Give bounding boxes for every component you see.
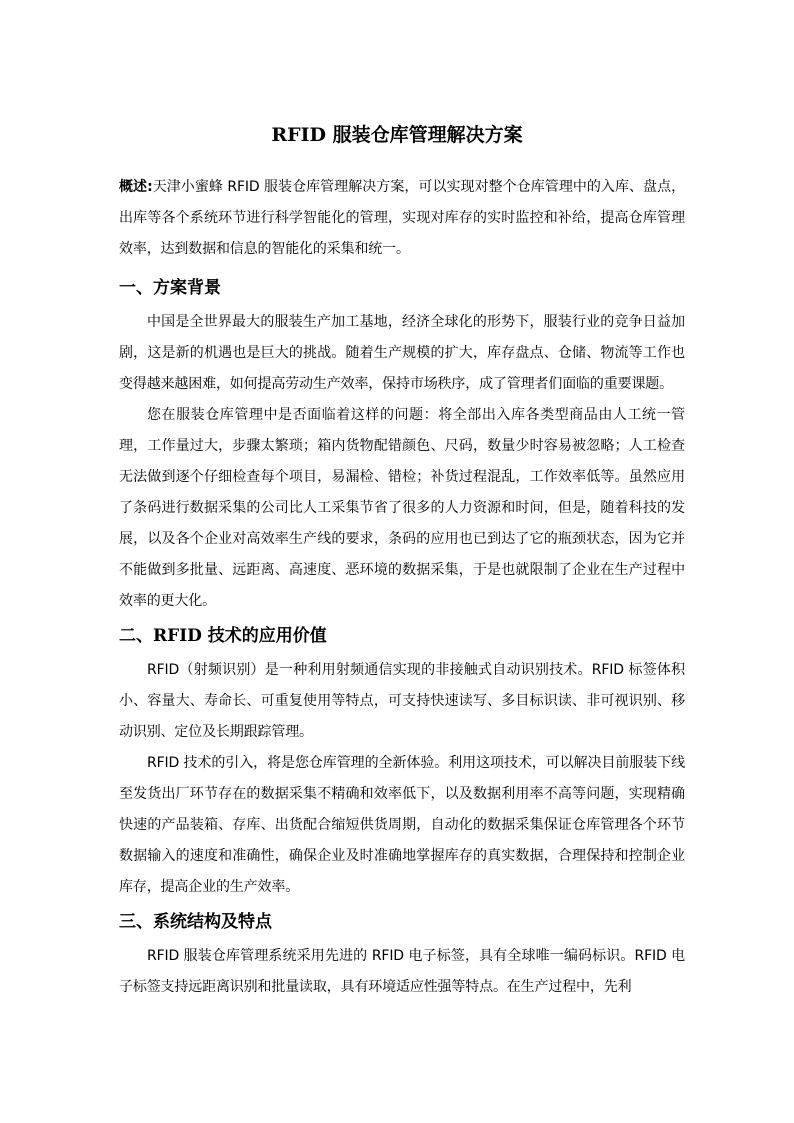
overview-paragraph	[119, 172, 685, 265]
overview-label: 概述:	[119, 179, 153, 195]
document-body	[119, 172, 685, 1003]
background-paragraph-1: 中国是全世界最大的服装生产加工基地，经济全球化的形势下，服装行业的竞争日益加剧，这是新的机遇也是巨大的挑战。随着生产规模的扩大，库存盘点、仓储、物流等工作也变得越来越困难，如何提高劳动生产效率，保持市场秩序，成了管理者们面临的重要课题。	[119, 314, 685, 392]
document-title: RFID 服装仓库管理解决方案	[271, 124, 523, 146]
overview-text: 天津小蜜蜂 RFID 服装仓库管理解决方案，可以实现对整个仓库管理中的入库、盘点，出库等各个系统环节进行科学智能化的管理，实现对库存的实时监控和补给，提高仓库管理效率，达到数据和信息的智能化的采集和统一。	[119, 179, 685, 257]
section-heading-system-structure: 三、系统结构及特点	[119, 912, 272, 932]
section-heading-background: 一、方案背景	[119, 278, 221, 298]
section-heading-rfid-value: 二、RFID 技术的应用价值	[119, 626, 327, 646]
system-structure-paragraph-1: RFID 服装仓库管理系统采用先进的 RFID 电子标签，具有全球唯一编码标识。RFID 电子标签支持远距离识别和批量读取，具有环境适应性强等特点。在生产过程中，先利	[119, 948, 685, 995]
rfid-value-paragraph-2: RFID 技术的引入，将是您仓库管理的全新体验。利用这项技术，可以解决目前服装下线至发货出厂环节存在的数据采集不精确和效率低下，以及数据利用率不高等问题，实现精确快速的产品装箱、存库、出货配合缩短供货周期，自动化的数据采集保证仓库管理各个环节数据输入的速度和准确性，确保企业及时准确地掌握库存的真实数据，合理保持和控制企业库存，提高企业的生产效率。	[119, 755, 685, 895]
background-paragraph-2: 您在服装仓库管理中是否面临着这样的问题：将全部出入库各类型商品由人工统一管理，工作量过大，步骤太繁琐；箱内货物配错颜色、尺码，数量少时容易被忽略；人工检查无法做到逐个仔细检查每个项目，易漏检、错检；补货过程混乱，工作效率低等。虽然应用了条码进行数据采集的公司比人工采集节省了很多的人力资源和时间，但是，随着科技的发展，以及各个企业对高效率生产线的要求，条码的应用也已到达了它的瓶颈状态，因为它并不能做到多批量、远距离、高速度、恶环境的数据采集，于是也就限制了企业在生产过程中效率的更大化。	[119, 407, 685, 609]
rfid-value-paragraph-1: RFID（射频识别）是一种利用射频通信实现的非接触式自动识别技术。RFID 标签体积小、容量大、寿命长、可重复使用等特点，可支持快速读写、多目标识读、非可视识别、移动识别、定位及长期跟踪管理。	[119, 662, 685, 740]
